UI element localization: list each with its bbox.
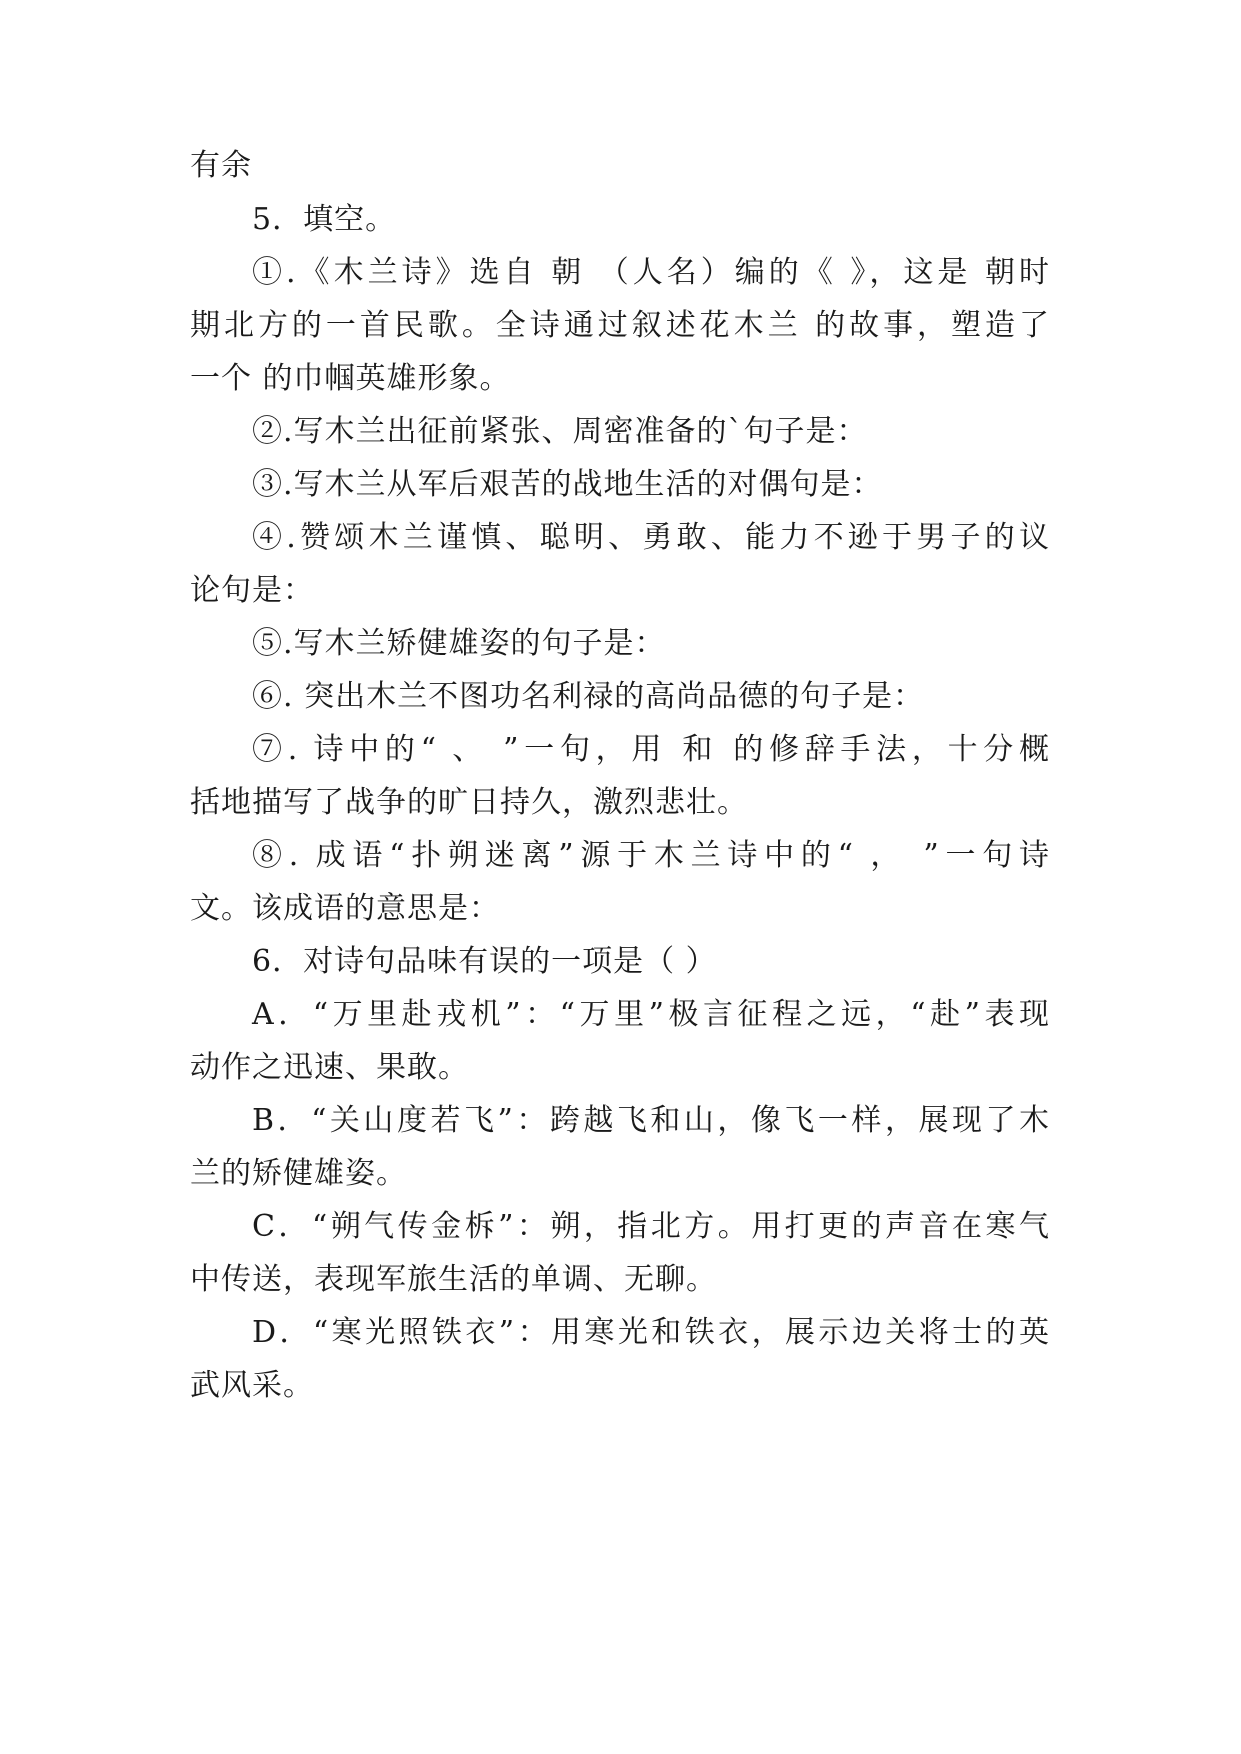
- question-5-item-7: ⑦. 诗中的“ 、 ”一句，用 和 的修辞手法，十分概: [252, 732, 1050, 767]
- question-6-option-c-cont: 中传送，表现军旅生活的单调、无聊。: [190, 1262, 717, 1297]
- question-5-item-1-cont2: 一个 的巾帼英雄形象。: [190, 361, 511, 396]
- question-6-option-d-cont: 武风采。: [190, 1368, 314, 1403]
- question-5-item-5: ⑤.写木兰矫健雄姿的句子是：: [252, 626, 666, 661]
- question-5-item-4: ④.赞颂木兰谨慎、聪明、勇敢、能力不逊于男子的议: [252, 520, 1050, 555]
- question-6-option-d: D．“寒光照铁衣”：用寒光和铁衣，展示边关将士的英: [252, 1315, 1050, 1350]
- question-5-item-8-cont: 文。该成语的意思是：: [190, 891, 500, 926]
- question-6-option-a-cont: 动作之迅速、果敢。: [190, 1050, 469, 1085]
- text-line-continuation: 有余: [190, 148, 252, 183]
- question-5-item-7-cont: 括地描写了战争的旷日持久，激烈悲壮。: [190, 785, 748, 820]
- question-5-item-3: ③.写木兰从军后艰苦的战地生活的对偶句是：: [252, 467, 883, 502]
- question-5-item-8: ⑧. 成语“扑朔迷离”源于木兰诗中的“ ， ”一句诗: [252, 838, 1050, 873]
- question-6-option-b-cont: 兰的矫健雄姿。: [190, 1156, 407, 1191]
- question-6-option-a: A．“万里赴戎机”：“万里”极言征程之远，“赴”表现: [252, 997, 1050, 1032]
- question-5-heading: 5．填空。: [252, 202, 397, 237]
- question-5-item-1: ①.《木兰诗》选自 朝 （人名）编的《 》，这是 朝时: [252, 255, 1050, 290]
- question-5-item-2: ②.写木兰出征前紧张、周密准备的`句子是：: [252, 414, 868, 449]
- question-5-item-4-cont: 论句是：: [190, 573, 314, 608]
- question-6-option-c: C．“朔气传金柝”：朔，指北方。用打更的声音在寒气: [252, 1209, 1050, 1244]
- question-5-item-1-cont: 期北方的一首民歌。全诗通过叙述花木兰 的故事，塑造了: [190, 308, 1050, 343]
- question-5-item-6: ⑥. 突出木兰不图功名利禄的高尚品德的句子是：: [252, 679, 925, 714]
- question-6-heading: 6．对诗句品味有误的一项是（ ）: [252, 944, 717, 979]
- question-6-option-b: B．“关山度若飞”：跨越飞和山，像飞一样，展现了木: [252, 1103, 1050, 1138]
